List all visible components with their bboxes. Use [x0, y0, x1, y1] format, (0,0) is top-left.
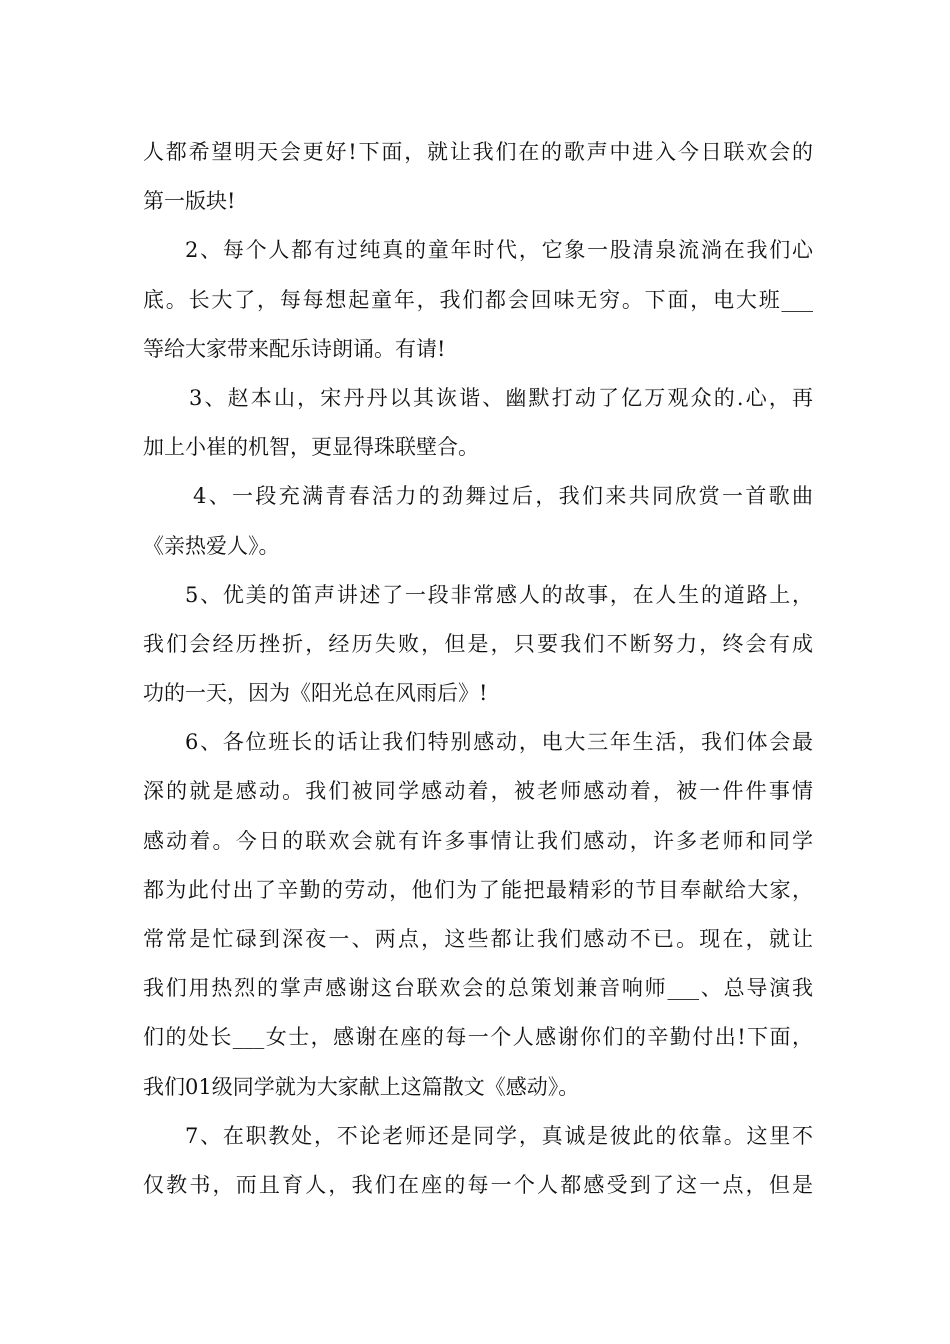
- text-line: 感动着。今日的联欢会就有许多事情让我们感动，许多老师和同学: [143, 828, 813, 853]
- text-line: 仅教书，而且育人，我们在座的每一个人都感受到了这一点，但是: [143, 1172, 813, 1197]
- text-line: 常常是忙碌到深夜一、两点，这些都让我们感动不已。现在，就让: [143, 927, 813, 951]
- text-line: 底。长大了，每每想起童年，我们都会回味无穷。下面，电大班___: [143, 287, 813, 312]
- text-line: 加上小崔的机智，更显得珠联壁合。: [143, 435, 479, 460]
- text-line: 3、赵本山，宋丹丹以其诙谐、幽默打动了亿万观众的.心，再: [189, 385, 813, 410]
- text-line: 6、各位班长的话让我们特别感动，电大三年生活，我们体会最: [185, 730, 813, 755]
- text-line: 7、在职教处，不论老师还是同学，真诚是彼此的依靠。这里不: [185, 1123, 813, 1148]
- text-line: 功的一天，因为《阳光总在风雨后》!: [143, 681, 488, 706]
- text-line: 2、每个人都有过纯真的童年时代，它象一股清泉流淌在我们心: [185, 238, 813, 263]
- text-line: 5、优美的笛声讲述了一段非常感人的故事，在人生的道路上，: [185, 582, 813, 607]
- text-line: 深的就是感动。我们被同学感动着，被老师感动着，被一件件事情: [143, 779, 813, 804]
- text-line: 我们会经历挫折，经历失败，但是，只要我们不断努力，终会有成: [143, 631, 813, 656]
- text-line: 第一版块!: [143, 189, 236, 214]
- text-line: 们的处长___女士，感谢在座的每一个人感谢你们的辛勤付出!下面，: [143, 1025, 813, 1050]
- text-line: 我们01级同学就为大家献上这篇散文《感动》。: [143, 1074, 580, 1099]
- text-line: 都为此付出了辛勤的劳动，他们为了能把最精彩的节目奉献给大家，: [143, 877, 813, 902]
- body-text: [143, 128, 813, 1210]
- text-line: 《亲热爱人》。: [143, 533, 280, 558]
- text-line: 等给大家带来配乐诗朗诵。有请!: [143, 336, 446, 361]
- text-line: 我们用热烈的掌声感谢这台联欢会的总策划兼音响师___、总导演我: [143, 976, 813, 1001]
- text-line: 人都希望明天会更好!下面，就让我们在的歌声中进入今日联欢会的: [143, 140, 813, 164]
- text-line: 4、一段充满青春活力的劲舞过后，我们来共同欣赏一首歌曲: [193, 484, 813, 509]
